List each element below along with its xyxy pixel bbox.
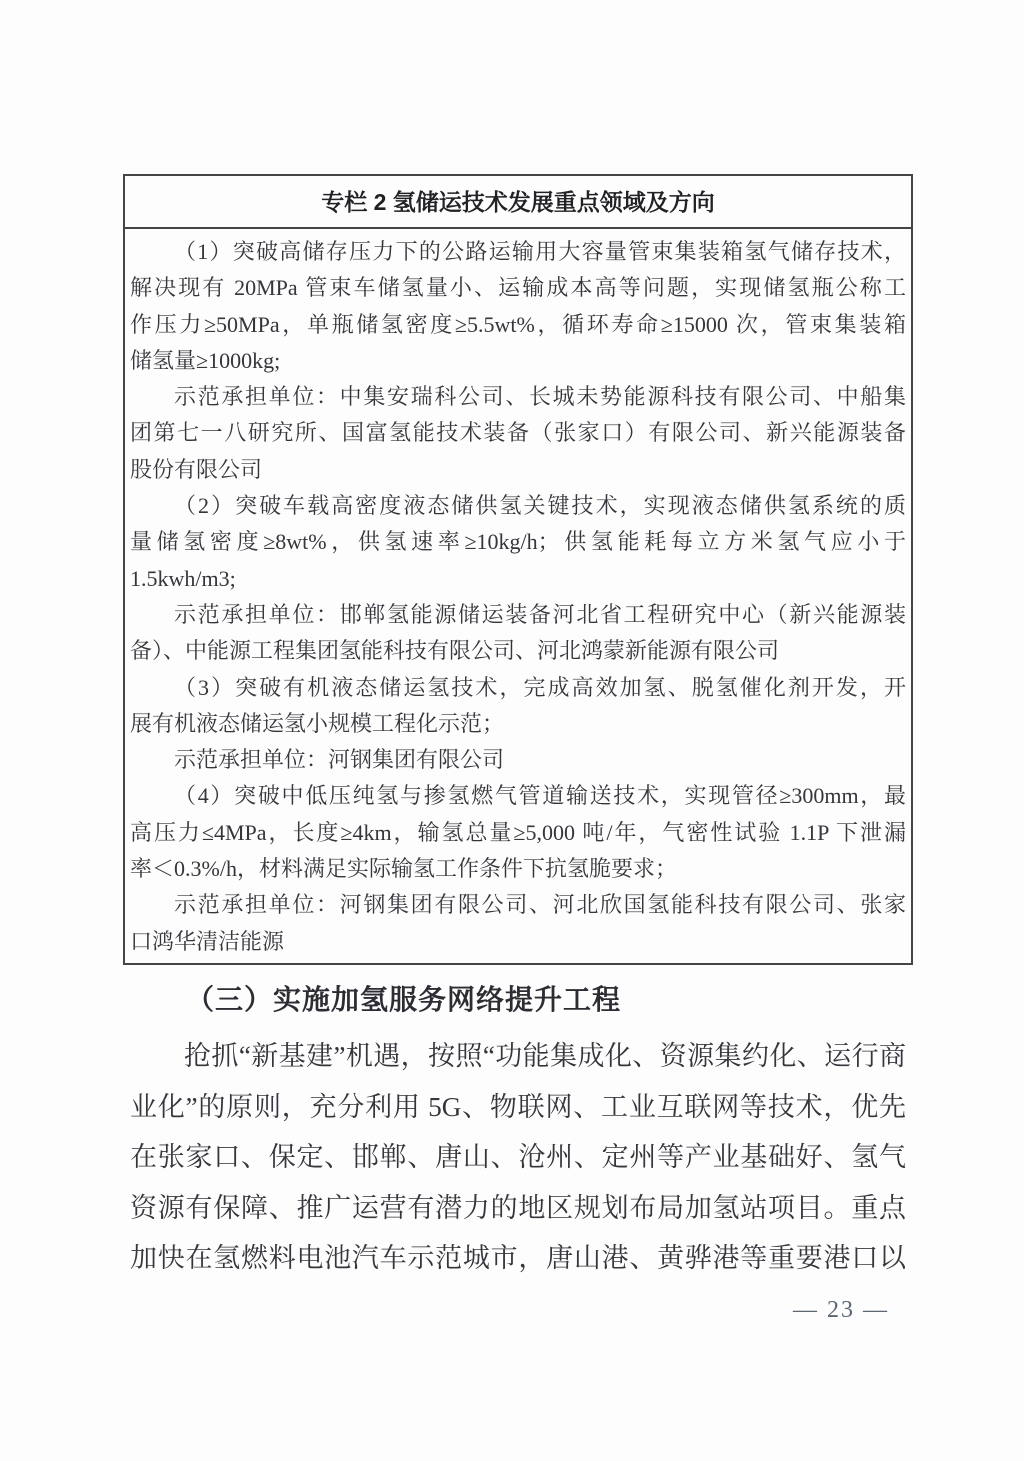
box-line: （3）突破有机液态储运氢技术，完成高效加氢、脱氢催化剂开发，开 bbox=[174, 674, 906, 700]
paragraph-line: 业化”的原则，充分利用 5G、物联网、工业互联网等技术，优先 bbox=[130, 1091, 906, 1122]
box-line: 示范承担单位：河钢集团有限公司、河北欣国氢能科技有限公司、张家 bbox=[174, 892, 906, 918]
box-line: 展有机液态储运氢小规模工程化示范； bbox=[130, 710, 505, 736]
box-line: 1.5kwh/m3; bbox=[130, 565, 236, 591]
callout-box-body bbox=[125, 229, 911, 960]
box-line: 团第七一八研究所、国富氢能技术装备（张家口）有限公司、新兴能源装备 bbox=[130, 420, 906, 446]
box-line: 作压力≥50MPa，单瓶储氢密度≥5.5wt%，循环寿命≥15000 次，管束集装箱 bbox=[130, 311, 906, 337]
box-line: 备）、中能源工程集团氢能科技有限公司、河北鸿蒙新能源有限公司 bbox=[130, 638, 780, 664]
box-line: 示范承担单位：河钢集团有限公司 bbox=[174, 747, 505, 773]
box-line: 解决现有 20MPa 管束车储氢量小、运输成本高等问题，实现储氢瓶公称工 bbox=[130, 275, 906, 301]
box-line: （4）突破中低压纯氢与掺氢燃气管道输送技术，实现管径≥300mm，最 bbox=[174, 783, 906, 809]
section-heading: （三）实施加氢服务网络提升工程 bbox=[186, 985, 622, 1016]
paragraph-line: 在张家口、保定、邯郸、唐山、沧州、定州等产业基础好、氢气 bbox=[130, 1142, 906, 1172]
box-line: （2）突破车载高密度液态储供氢关键技术，实现液态储供氢系统的质 bbox=[174, 493, 906, 519]
box-line: 示范承担单位：邯郸氢能源储运装备河北省工程研究中心（新兴能源装 bbox=[174, 601, 906, 627]
box-line: 量储氢密度≥8wt%，供氢速率≥10kg/h；供氢能耗每立方米氢气应小于 bbox=[130, 529, 906, 555]
body-paragraph bbox=[130, 1031, 906, 1284]
paragraph-line: 抢抓“新基建”机遇，按照“功能集成化、资源集约化、运行商 bbox=[184, 1041, 906, 1071]
box-line: 储氢量≥1000kg; bbox=[130, 347, 281, 373]
box-line: （1）突破高储存压力下的公路运输用大容量管束集装箱氢气储存技术， bbox=[174, 239, 906, 264]
box-line: 股份有限公司 bbox=[130, 456, 263, 482]
paragraph-line: 加快在氢燃料电池汽车示范城市，唐山港、黄骅港等重要港口以 bbox=[130, 1243, 906, 1273]
box-line: 口鸿华清洁能源 bbox=[130, 928, 285, 954]
box-line: 高压力≤4MPa，长度≥4km，输氢总量≥5,000 吨/年，气密性试验 1.1P 下泄漏 bbox=[130, 819, 906, 845]
box-line: 示范承担单位：中集安瑞科公司、长城未势能源科技有限公司、中船集 bbox=[174, 384, 906, 410]
box-line: 率＜0.3%/h，材料满足实际输氢工作条件下抗氢脆要求； bbox=[130, 856, 677, 882]
callout-box-title: 专栏 2 氢储运技术发展重点领域及方向 bbox=[125, 176, 911, 229]
page-number: — 23 — bbox=[793, 1297, 889, 1323]
callout-box bbox=[123, 174, 913, 965]
paragraph-line: 资源有保障、推广运营有潜力的地区规划布局加氢站项目。重点 bbox=[130, 1192, 906, 1223]
